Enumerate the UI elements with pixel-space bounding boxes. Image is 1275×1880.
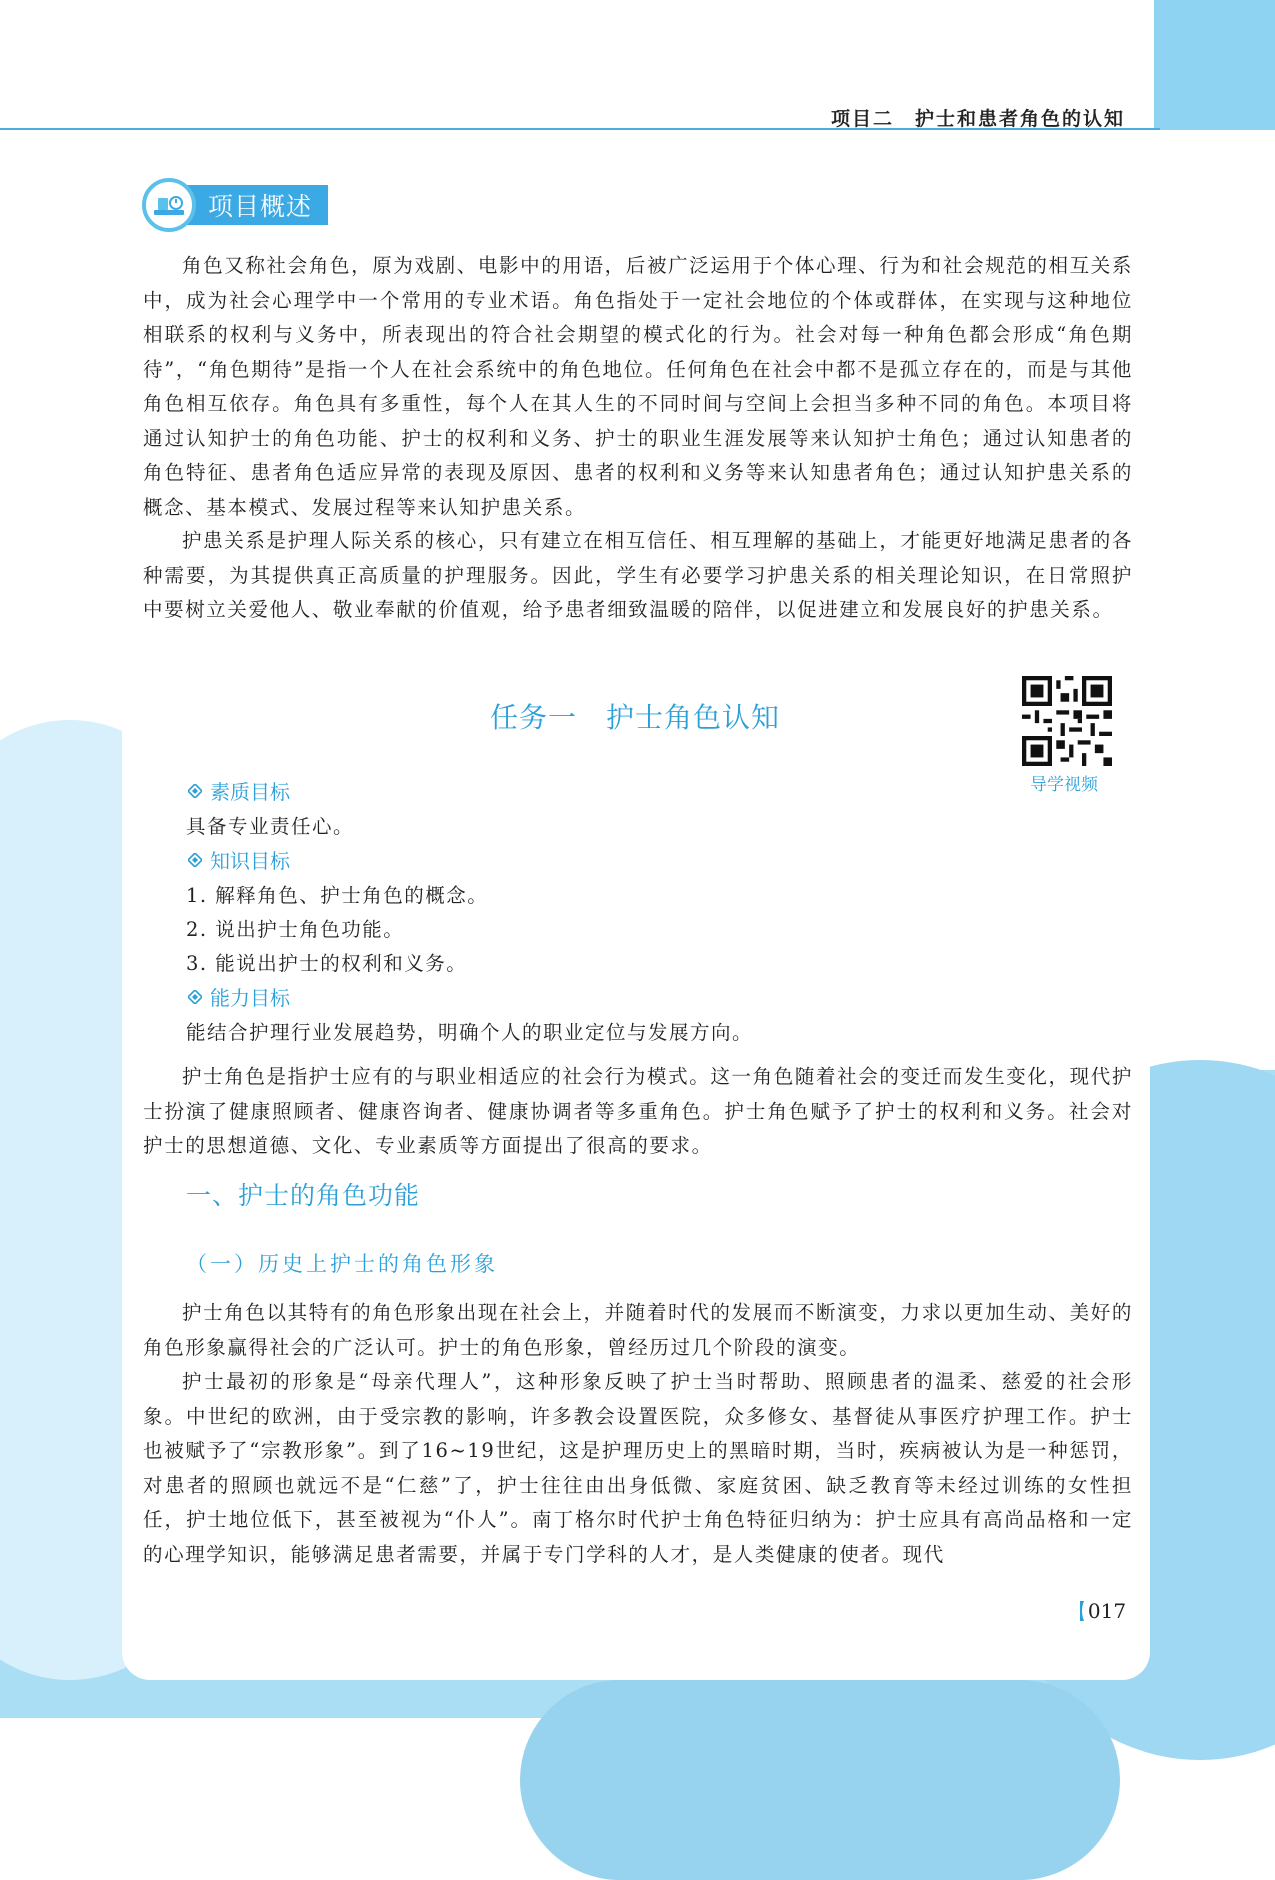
diamond-bullet-icon: [188, 990, 202, 1004]
background-wave-bottom: [520, 1680, 1120, 1880]
page-number: 017: [1082, 1586, 1132, 1636]
intro-paragraph: 护士角色是指护士应有的与职业相适应的社会行为模式。这一角色随着社会的变迁而发生变化，现代护士扮演了健康照顾者、健康咨询者、健康协调者等多重角色。护士角色赋予了护士的权利和义务。社会对护士的思想道德、文化、专业素质等方面提出了很高的要求。: [143, 1065, 1133, 1157]
body-paragraph-1: 护士角色以其特有的角色形象出现在社会上，并随着时代的发展而不断演变，力求以更加生动、美好的角色形象赢得社会的广泛认可。护士的角色形象，曾经历过几个阶段的演变。: [143, 1301, 1133, 1359]
knowledge-goal-item-1: 1. 解释角色、护士角色的概念。: [186, 884, 489, 907]
diamond-bullet-icon: [188, 853, 202, 867]
qr-code[interactable]: [1022, 676, 1112, 766]
corner-color-strip: [1154, 0, 1275, 130]
quality-goal-text: 具备专业责任心。: [186, 815, 355, 838]
study-desk-icon: [152, 190, 186, 220]
qr-caption: 导学视频: [1030, 775, 1098, 795]
knowledge-goal-heading: [188, 845, 290, 874]
knowledge-goal-item-2: 2. 说出护士角色功能。: [186, 918, 405, 941]
ability-goal-text: 能结合护理行业发展趋势，明确个人的职业定位与发展方向。: [186, 1021, 754, 1044]
ability-goal-label: 能力目标: [210, 986, 290, 1010]
overview-paragraph-1: 角色又称社会角色，原为戏剧、电影中的用语，后被广泛运用于个体心理、行为和社会规范的相互关系中，成为社会心理学中一个常用的专业术语。角色指处于一定社会地位的个体或群体，在实现与这种地位相联系的权利与义务中，所表现出的符合社会期望的模式化的行为。社会对每一种角色都会形成“角色期待”，“角色期待”是指一个人在社会系统中的角色地位。任何角色在社会中都不是孤立存在的，而是与其他角色相互依存。角色具有多重性，每个人在其人生的不同时间与空间上会担当多种不同的角色。本项目将通过认知护士的角色功能、护士的权利和义务、护士的职业生涯发展等来认知护士角色；通过认知患者的角色特征、患者角色适应异常的表现及原因、患者的权利和义务等来认知患者角色；通过认知护患关系的概念、基本模式、发展过程等来认知护患关系。: [143, 254, 1133, 519]
ability-goal-heading: [188, 982, 290, 1011]
quality-goal-heading: [188, 776, 290, 805]
overview-paragraph-2: 护患关系是护理人际关系的核心，只有建立在相互信任、相互理解的基础上，才能更好地满足患者的各种需要，为其提供真正高质量的护理服务。因此，学生有必要学习护患关系的相关理论知识，在日常照护中要树立关爱他人、敬业奉献的价值观，给予患者细致温暖的陪伴，以促进建立和发展良好的护患关系。: [143, 529, 1133, 621]
overview-badge: [142, 182, 328, 228]
diamond-bullet-icon: [188, 784, 202, 798]
overview-badge-icon: [142, 178, 196, 232]
knowledge-goal-label: 知识目标: [210, 849, 290, 873]
subsection-heading: （一）历史上护士的角色形象: [186, 1252, 498, 1276]
overview-label: 项目概述: [182, 185, 328, 225]
quality-goal-label: 素质目标: [210, 780, 290, 804]
body-paragraph-2: 护士最初的形象是“母亲代理人”，这种形象反映了护士当时帮助、照顾患者的温柔、慈爱的社会形象。中世纪的欧洲，由于受宗教的影响，许多教会设置医院，众多修女、基督徒从事医疗护理工作。护士也被赋予了“宗教形象”。到了16~19世纪，这是护理历史上的黑暗时期，当时，疾病被认为是一种惩罚，对患者的照顾也就远不是“仁慈”了，护士往往由出身低微、家庭贫困、缺乏教育等未经过训练的女性担任，护士地位低下，甚至被视为“仆人”。南丁格尔时代护士角色特征归纳为：护士应具有高尚品格和一定的心理学知识，能够满足患者需要，并属于专门学科的人才，是人类健康的使者。现代: [143, 1370, 1133, 1566]
knowledge-goal-item-3: 3. 能说出护士的权利和义务。: [186, 952, 468, 975]
task-title: 任务一 护士角色认知: [490, 701, 781, 734]
running-head: 项目二 护士和患者角色的认知: [830, 108, 1125, 130]
section-heading: 一、护士的角色功能: [186, 1181, 421, 1210]
